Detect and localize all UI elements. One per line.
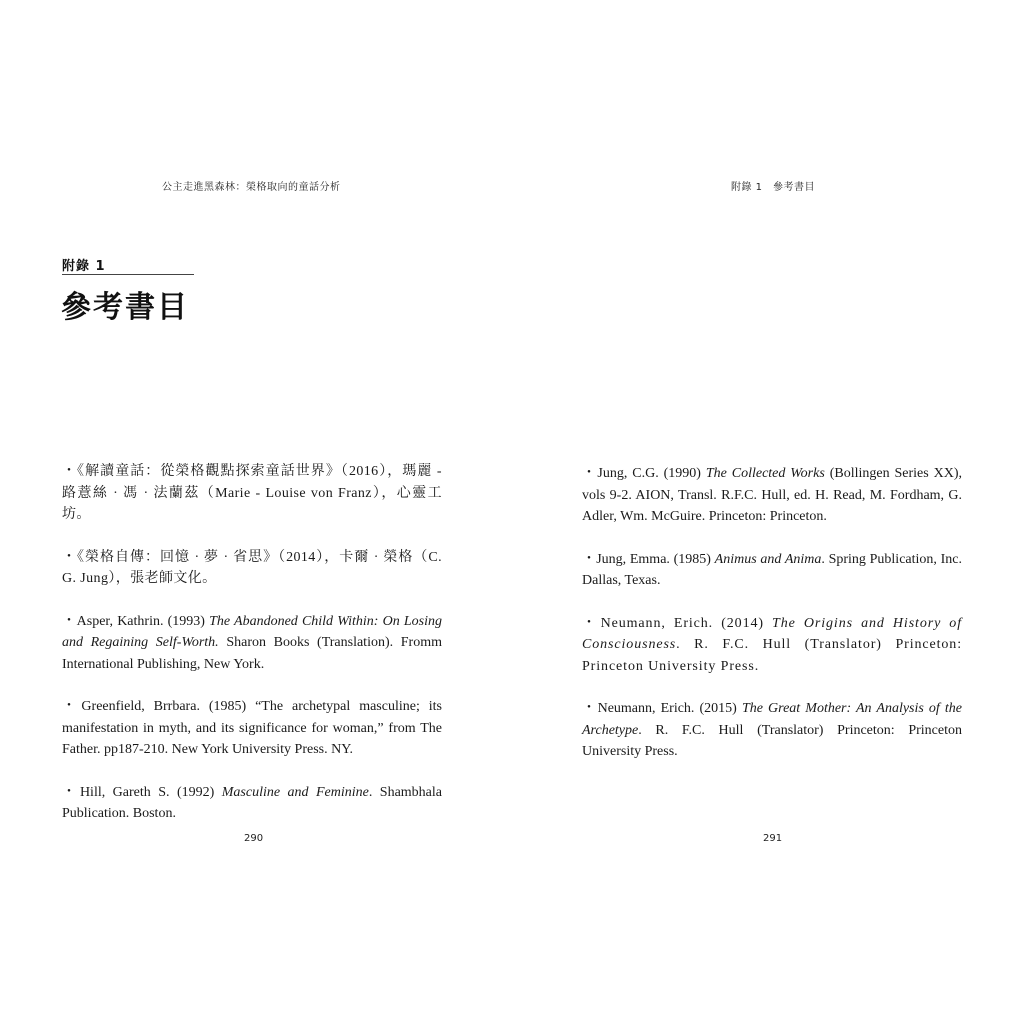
reference-text: . Spring Publication, Inc. Dallas, Texas. [582, 551, 962, 588]
reference-entry [582, 698, 962, 763]
reference-list [582, 463, 962, 784]
appendix-divider [62, 274, 194, 275]
reference-entry [582, 463, 962, 528]
reference-entry [582, 613, 962, 678]
reference-text: ・《解讀童話：從榮格觀點探索童話世界》（2016），瑪麗 - 路薏絲 · 馮 · 法蘭茲（Marie - Louise von Franz），心靈工坊。 [62, 464, 442, 522]
appendix-label: 附錄 1 [62, 259, 106, 274]
reference-text: ・《榮格自傳：回憶 · 夢 · 省思》（2014），卡爾 · 榮格（C. G. Jung），張老師文化。 [62, 549, 442, 586]
reference-entry [62, 547, 442, 590]
reference-text: . Shambhala Publication. Boston. [62, 784, 443, 821]
reference-entry [582, 549, 962, 592]
reference-text: ・Neumann, Erich. (2015) [582, 701, 742, 716]
running-head-chapter: 附錄 1 參考書目 [731, 182, 816, 193]
reference-text: . R. F.C. Hull (Translator) Princeton: Princeton University Press. [582, 637, 962, 674]
reference-text: ・Jung, Emma. (1985) [582, 551, 715, 567]
reference-title: The Abandoned Child Within: On Losing and Regaining Self-Worth. [62, 613, 442, 650]
reference-text: Sharon Books (Translation). Fromm International Publishing, New York. [62, 635, 442, 672]
page-number: 291 [763, 833, 783, 844]
reference-text: ・Greenfield, Brrbara. (1985) “The archetypal masculine; its manifestation in myth, and its significance for woman,” from The Father. pp187-210. New York University Press. NY. [62, 699, 442, 757]
reference-text: (Bollingen Series XX), vols 9-2. AION, Transl. R.F.C. Hull, ed. H. Read, M. Fordham, G. Adler, Wm. McGuire. Princeton: Princeton. [582, 466, 962, 524]
chapter-title: 參考書目 [61, 290, 189, 325]
reference-entry [62, 461, 442, 526]
reference-title: The Origins and History of Consciousness [582, 615, 962, 652]
reference-title: Animus and Anima [714, 551, 822, 567]
reference-list [62, 461, 442, 846]
reference-text: . R. F.C. Hull (Translator) Princeton: Princeton University Press. [582, 722, 962, 759]
reference-text: ・Asper, Kathrin. (1993) [62, 613, 210, 629]
reference-title: Masculine and Feminine [221, 784, 369, 800]
reference-title: The Collected Works [705, 466, 825, 481]
reference-entry [62, 696, 442, 761]
reference-text: ・Hill, Gareth S. (1992) [62, 784, 222, 800]
running-head-book-title: 公主走進黑森林：榮格取向的童話分析 [162, 182, 341, 193]
page-number: 290 [244, 833, 264, 844]
reference-entry [62, 611, 442, 676]
reference-title: The Great Mother: An Analysis of the Archetype [582, 701, 963, 738]
right-page [512, 0, 1024, 1024]
reference-entry [62, 782, 442, 825]
reference-text: ・Jung, C.G. (1990) [582, 466, 706, 481]
reference-text: ・Neumann, Erich. (2014) [582, 615, 773, 631]
